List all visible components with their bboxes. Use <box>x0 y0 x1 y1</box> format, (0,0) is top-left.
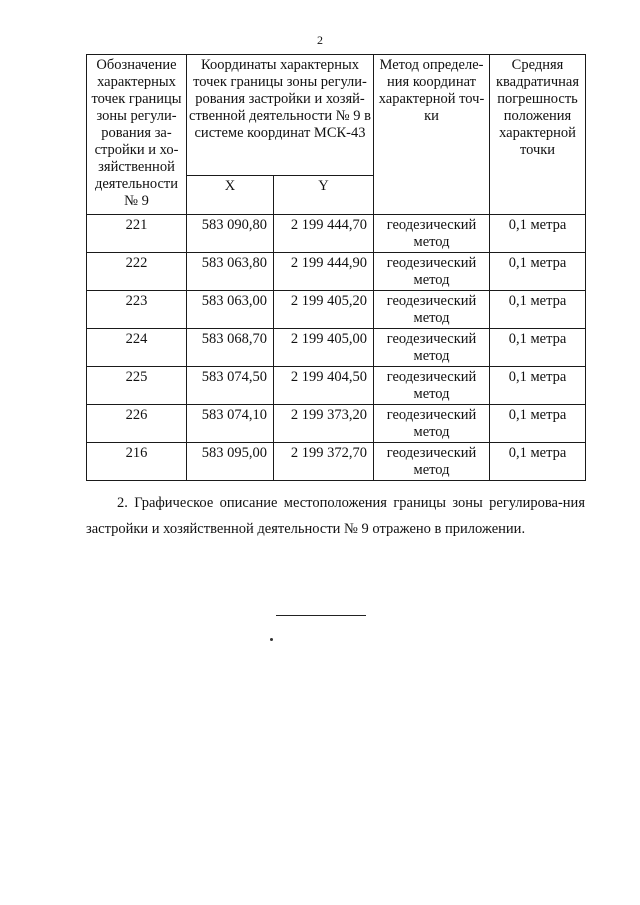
x-cell: 583 063,00 <box>187 291 274 329</box>
x-cell: 583 095,00 <box>187 443 274 481</box>
y-cell: 2 199 405,00 <box>274 329 374 367</box>
method-cell: геодезический метод <box>374 253 490 291</box>
point-cell: 222 <box>87 253 187 291</box>
appendix-reference-paragraph: 2. Графическое описание местоположения границы зоны регулирова-ния застройки и хозяйственной деятельности № 9 отражено в приложении. <box>86 495 585 537</box>
error-cell: 0,1 метра <box>490 443 586 481</box>
point-cell: 226 <box>87 405 187 443</box>
error-cell: 0,1 метра <box>490 215 586 253</box>
x-cell: 583 074,10 <box>187 405 274 443</box>
signature-line <box>276 615 366 616</box>
y-cell: 2 199 373,20 <box>274 405 374 443</box>
x-cell: 583 068,70 <box>187 329 274 367</box>
table-row <box>87 291 586 329</box>
method-cell: геодезический метод <box>374 215 490 253</box>
x-cell: 583 063,80 <box>187 253 274 291</box>
error-cell: 0,1 метра <box>490 405 586 443</box>
header-method: Метод определе-ния координат характерной точ-ки <box>374 55 490 215</box>
table-row <box>87 329 586 367</box>
error-cell: 0,1 метра <box>490 253 586 291</box>
header-point-designation: Обозначение характерных точек границы зоны регули-рования за-стройки и хо-зяйственной деятельности № 9 <box>87 55 187 215</box>
table-row <box>87 367 586 405</box>
coordinates-table <box>86 54 586 481</box>
table-row <box>87 443 586 481</box>
point-cell: 225 <box>87 367 187 405</box>
header-x: X <box>187 176 274 215</box>
header-error: Средняя квадратичная погрешность положения характерной точки <box>490 55 586 215</box>
y-cell: 2 199 372,70 <box>274 443 374 481</box>
y-cell: 2 199 404,50 <box>274 367 374 405</box>
table-header-row <box>87 55 586 176</box>
error-cell: 0,1 метра <box>490 329 586 367</box>
method-cell: геодезический метод <box>374 367 490 405</box>
x-cell: 583 074,50 <box>187 367 274 405</box>
y-cell: 2 199 444,90 <box>274 253 374 291</box>
point-cell: 224 <box>87 329 187 367</box>
x-cell: 583 090,80 <box>187 215 274 253</box>
method-cell: геодезический метод <box>374 405 490 443</box>
method-cell: геодезический метод <box>374 329 490 367</box>
point-cell: 221 <box>87 215 187 253</box>
table-row <box>87 405 586 443</box>
table-row <box>87 215 586 253</box>
y-cell: 2 199 405,20 <box>274 291 374 329</box>
method-cell: геодезический метод <box>374 443 490 481</box>
method-cell: геодезический метод <box>374 291 490 329</box>
error-cell: 0,1 метра <box>490 367 586 405</box>
ink-dot <box>270 638 273 641</box>
point-cell: 216 <box>87 443 187 481</box>
y-cell: 2 199 444,70 <box>274 215 374 253</box>
header-y: Y <box>274 176 374 215</box>
point-cell: 223 <box>87 291 187 329</box>
table-row <box>87 253 586 291</box>
header-coordinates: Координаты характерных точек границы зоны регули-рования застройки и хозяй-ственной деятельности № 9 в системе координат МСК-43 <box>187 55 374 176</box>
error-cell: 0,1 метра <box>490 291 586 329</box>
page-number: 2 <box>317 33 323 47</box>
